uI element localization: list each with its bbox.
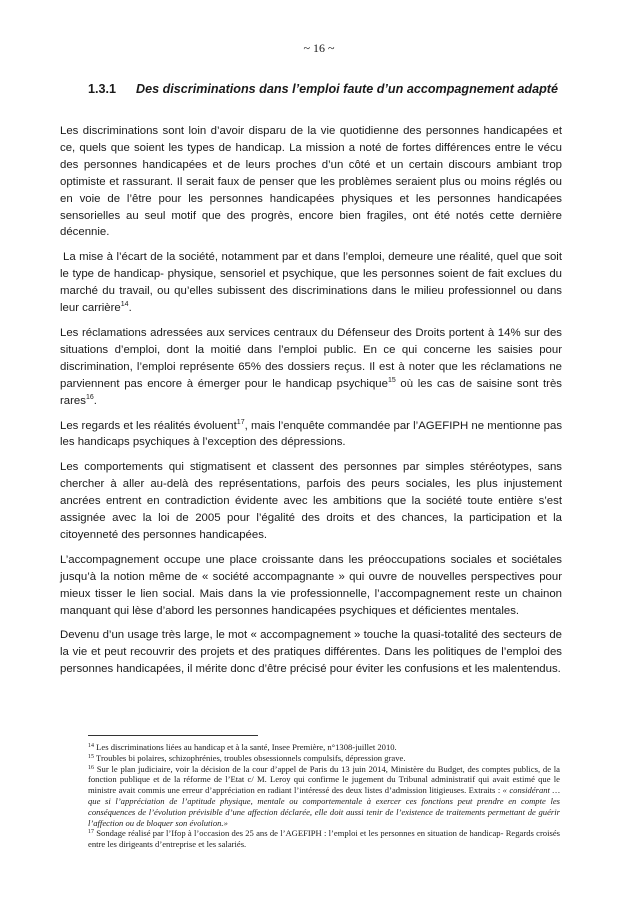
footnote-ref[interactable]: 15 [387, 376, 396, 384]
paragraph: Les discriminations sont loin d’avoir disparu de la vie quotidienne des personnes handicapées et ce, quels que soient les types de handicap. La mission a noté de fortes différences entre le vécu des personnes handicapées et de leurs proches d’un côté et un certain discours ambiant trop optimiste et rassurant. Il serait faux de penser que les problèmes seraient plus ou moins réglés ou en voie de l’être pour les personnes handicapées physiques et les personnes handicapées sensorielles au seul motif que des progrès, encore bien fragiles, ont été notés cette dernière décennie. [60, 125, 562, 239]
footnote-ref[interactable]: 14 [120, 301, 129, 309]
footnote: $^{17}$ Sondage réalisé par l’Ifop à l’occasion des 25 ans de l’AGEFIPH : l’emploi et les personnes en situation de handicap- Regards croisés entre les dirigeants d’entreprise et les salariés. [88, 828, 560, 850]
paragraph: L’accompagnement occupe une place croissante dans les préoccupations sociales et sociétales jusqu’à la notion même de « société accompagnante » qui ouvre de nouvelles perspectives pour mieux tisser le lien social. Mais dans la vie professionnelle, l’accompagnement reste un chainon manquant qui lèse d’abord les personnes handicapées psychiques et déficientes mentales. [60, 553, 562, 617]
footnote: $^{14}$ Les discriminations liées au handicap et à la santé, Insee Première, n°1308-juillet 2010. [88, 742, 397, 752]
paragraph: Les réclamations adressées aux services centraux du Défenseur des Droits portent à 14% sur des situations d’emploi, dont la moitié dans l’emploi public. En ce qui concerne les saisies pour discrimination, l’emploi représente 65% des dossiers reçus. Il est à noter que les réclamations ne parviennent pas encore à émerger pour le handicap psychique$^{15}$ où les cas de saisine sont très rares$^{16}$. [60, 326, 562, 407]
footnote-separator [88, 735, 258, 736]
footnotes [88, 742, 560, 850]
section-number: 1.3.1 [88, 82, 117, 96]
footnote: $^{16}$ Sur le plan judiciaire, voir la décision de la cour d’appel de Paris du 13 juin 2014, Ministère du Budget, des comptes publics, de la fonction publique et de la réforme de l’Etat c/ M. Leroy qui confirme le jugement du Tribunal administratif qui avait estimé que le ministre avait commis une erreur d’appréciation en radiant l’intéressé des deux listes d’admission litigieuses. Extraits : « considérant …que si l’appréciation de l’aptitude physique, mentale ou comportementale à exercer ces fonctions peut prendre en compte les conséquences de l’évolution prévisible d’une affection déclarée, elle doit aussi tenir de l’existence de traitements permettant de guérir l’affection ou de bloquer son évolution.» [88, 763, 561, 828]
section-title: Des discriminations dans l’emploi faute d’un accompagnement adapté [136, 82, 558, 96]
section-heading [88, 80, 558, 98]
paragraph: Devenu d’un usage très large, le mot « accompagnement » touche la quasi-totalité des secteurs de la vie et peut recouvrir des projets et des pratiques différentes. Dans les politiques de l’emploi des personnes handicapées, il mérite donc d’être précisé pour éviter les confusions et les malentendus. [60, 629, 562, 676]
footnote-ref[interactable]: 16 [85, 393, 94, 401]
body-text [60, 123, 562, 686]
paragraph: La mise à l’écart de la société, notamment par et dans l’emploi, demeure une réalité, quel que soit le type de handicap- physique, sensoriel et psychique, que les personnes soient de fait exclues du marché du travail, ou qu’elles subissent des discriminations dans le milieu professionnel ou dans leur carrière$^{14}$. [60, 251, 562, 315]
footnote: $^{15}$ Troubles bi polaires, schizophrénies, troubles obsessionnels compulsifs, dépression grave. [88, 752, 406, 763]
footnote-quote: « considérant …que si l’appréciation de l’aptitude physique, mentale ou comportementale à exercer ces fonctions peut prendre en compte les conséquences de l’évolution prévisible d’une affection déclarée, elle doit aussi tenir de l’existence de traitements permettant de guérir l’affection ou de bloquer son évolution.» [88, 785, 561, 828]
paragraph: Les regards et les réalités évoluent$^{17}$, mais l’enquête commandée par l’AGEFIPH ne mentionne pas les handicaps psychiques à l’exception des dépressions. [60, 418, 563, 449]
paragraph: Les comportements qui stigmatisent et classent des personnes par simples stéréotypes, sans chercher à aller au-delà des représentations, parfois des peurs sociales, les plus injustement ancrées entrent en contradiction évidente avec les ambitions que la société toute entière s’est assignée avec la loi de 2005 pour l’égalité des droits et des chances, la participation et la citoyenneté des personnes handicapées. [60, 461, 562, 541]
page-number: ~ 16 ~ [303, 41, 335, 55]
footnote-ref[interactable]: 17 [236, 418, 245, 426]
